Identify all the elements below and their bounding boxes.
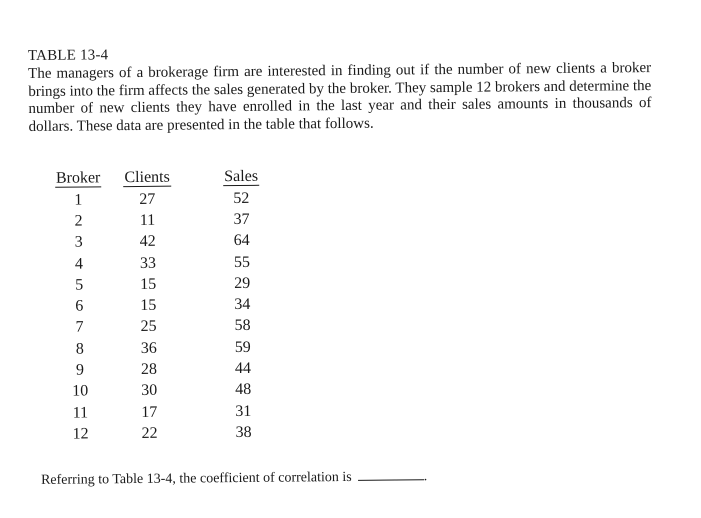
table-row <box>50 358 298 382</box>
table-row <box>50 337 298 361</box>
cell-broker: 12 <box>72 425 89 443</box>
cell-clients: 42 <box>139 233 156 251</box>
cell-clients: 33 <box>139 254 157 272</box>
cell-clients: 17 <box>141 403 158 421</box>
cell-clients: 15 <box>140 275 157 293</box>
cell-sales: 34 <box>234 296 251 314</box>
cell-sales: 31 <box>235 402 252 420</box>
table-title: TABLE 13-4 <box>27 47 109 65</box>
cell-sales: 38 <box>235 423 252 441</box>
cell-broker: 6 <box>75 297 84 315</box>
cell-clients: 28 <box>140 360 158 378</box>
table-row <box>49 251 297 275</box>
cell-sales: 64 <box>233 232 250 250</box>
cell-broker: 10 <box>72 382 89 400</box>
table-row <box>48 209 296 233</box>
cell-sales: 52 <box>233 189 250 207</box>
cell-broker: 1 <box>74 191 83 209</box>
table-row <box>50 400 298 424</box>
table-row <box>48 187 296 211</box>
table-header-row <box>48 165 296 189</box>
table-row <box>49 273 297 297</box>
intro-paragraph: The managers of a brokerage firm are interested in finding out if the number of new clients a broker brings into the firm affects the sales generated by the broker. They sample 12 brokers and determine the number of new clients they have enrolled in the last year and their sales amounts in thousands of dollars. These data are presented in the table that follows. <box>28 60 652 135</box>
table-row <box>49 294 297 318</box>
table-row <box>50 379 298 403</box>
question-text: Referring to Table 13-4, the coefficient of correlation is <box>40 469 352 488</box>
table-row <box>49 230 297 254</box>
cell-sales: 37 <box>233 210 250 228</box>
header-sales: Sales <box>224 167 259 186</box>
cell-clients: 15 <box>140 296 157 315</box>
header-clients: Clients <box>124 168 170 187</box>
cell-sales: 48 <box>235 381 252 399</box>
cell-broker: 11 <box>72 404 89 422</box>
cell-sales: 59 <box>234 338 251 356</box>
cell-clients: 25 <box>140 318 157 336</box>
cell-sales: 44 <box>234 359 252 378</box>
table-row <box>50 422 298 446</box>
cell-broker: 9 <box>75 361 85 379</box>
cell-sales: 55 <box>233 253 251 271</box>
cell-clients: 36 <box>140 339 157 357</box>
answer-blank[interactable] <box>358 466 424 481</box>
header-broker: Broker <box>55 169 101 187</box>
cell-broker: 3 <box>74 233 83 251</box>
cell-broker: 7 <box>75 318 84 336</box>
cell-clients: 27 <box>139 190 156 208</box>
table-row <box>49 315 297 339</box>
cell-sales: 29 <box>234 274 251 292</box>
question-end-punct: . <box>423 469 428 485</box>
cell-clients: 22 <box>141 424 158 442</box>
cell-broker: 8 <box>75 340 84 358</box>
cell-sales: 58 <box>234 317 251 335</box>
data-table <box>48 165 299 445</box>
cell-broker: 2 <box>74 212 83 230</box>
question-line <box>41 466 427 489</box>
cell-broker: 5 <box>75 276 84 294</box>
cell-broker: 4 <box>74 255 84 273</box>
cell-clients: 11 <box>139 211 156 229</box>
cell-clients: 30 <box>141 382 158 400</box>
